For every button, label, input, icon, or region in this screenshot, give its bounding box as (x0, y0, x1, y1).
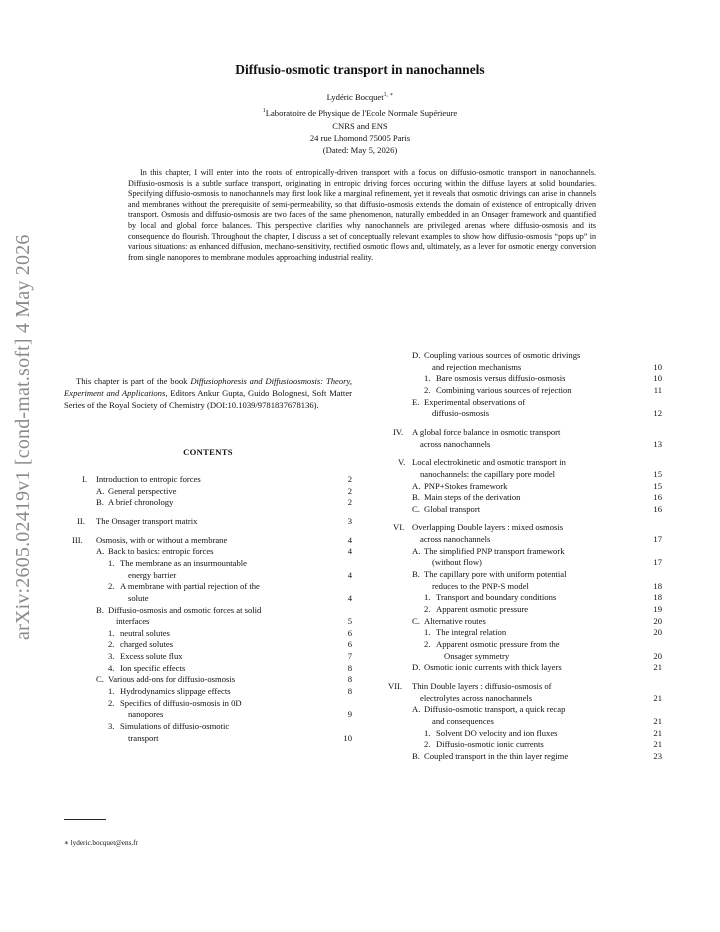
toc-entry-page: 8 (347, 674, 352, 685)
toc-entry-number: 2. (108, 581, 115, 592)
toc-entry[interactable] (382, 569, 662, 581)
toc-entry-title: Transport and boundary conditions (436, 592, 557, 603)
toc-entry[interactable] (382, 362, 662, 374)
toc-entry-title: charged solutes (120, 639, 174, 650)
toc-entry-page: 23 (653, 750, 662, 761)
toc-entry-title: Coupling various sources of osmotic drivings (424, 350, 581, 360)
toc-entry-page: 4 (347, 592, 352, 603)
toc-entry[interactable] (66, 721, 352, 733)
toc-entry-page: 7 (347, 651, 352, 662)
toc-entry-title: Solvent DO velocity and ion fluxes (436, 727, 558, 738)
toc-entry-title: Alternative routes (424, 615, 486, 626)
toc-entry-title: Onsager symmetry (444, 650, 510, 661)
toc-entry-number: 1. (424, 592, 431, 603)
toc-entry-page: 5 (347, 616, 352, 627)
toc-entry-page: 21 (653, 727, 662, 738)
toc-entry-page: 17 (653, 557, 662, 568)
toc-entry-page: 20 (653, 650, 662, 661)
toc-entry-title: neutral solutes (120, 627, 170, 638)
toc-entry-title: Hydrodynamics slippage effects (120, 686, 231, 697)
toc-entry-number: 2. (424, 739, 431, 750)
toc-entry-page: 18 (653, 580, 662, 591)
toc-entry[interactable] (382, 408, 662, 420)
toc-entry[interactable] (66, 581, 352, 593)
toc-entry-number: C. (96, 674, 104, 685)
toc-entry[interactable] (382, 557, 662, 569)
toc-entry-page: 20 (653, 615, 662, 626)
toc-entry[interactable] (382, 492, 662, 504)
toc-entry-page: 3 (347, 515, 352, 526)
toc-entry[interactable] (382, 693, 662, 705)
toc-entry-title: nanochannels: the capillary pore model (420, 468, 556, 479)
toc-entry-number: 2. (108, 697, 115, 708)
toc-entry-page: 9 (347, 709, 352, 720)
toc-entry-page: 16 (653, 503, 662, 514)
toc-entry[interactable] (382, 439, 662, 451)
toc-entry[interactable] (382, 728, 662, 740)
toc-entry[interactable] (382, 592, 662, 604)
toc-entry[interactable] (382, 581, 662, 593)
toc-entry[interactable] (66, 628, 352, 640)
toc-entry-number: I. (82, 474, 88, 484)
intro-paragraph (64, 376, 352, 411)
toc-entry[interactable] (66, 709, 352, 721)
toc-entry[interactable] (66, 616, 352, 628)
toc-entry-number: 4. (108, 662, 115, 673)
toc-entry-title: nanopores (128, 709, 164, 720)
toc-entry-title: Excess solute flux (120, 651, 183, 662)
toc-entry-number: A. (96, 546, 105, 557)
author-superscript: 1, ∗ (383, 92, 394, 99)
toc-entry[interactable] (66, 674, 352, 686)
toc-entry[interactable] (66, 733, 352, 745)
toc-entry-number: 2. (108, 639, 115, 650)
intro-tail: , Editors Ankur Gupta, Guido Bolognesi, Soft Matter Series of the Royal Society of Chemistry (DOI:10.1039/9781837678136). (64, 387, 352, 410)
toc-entry-title: A global force balance in osmotic transport (412, 426, 561, 437)
toc-entry-number: D. (412, 350, 421, 360)
toc-entry-title: Global transport (424, 503, 481, 514)
address: 24 rue Lhomond 75005 Paris (309, 133, 411, 143)
toc-entry-title: A brief chronology (108, 497, 174, 508)
toc-entry-title: interfaces (116, 616, 150, 627)
toc-entry-page: 21 (653, 715, 662, 726)
toc-entry-page: 4 (347, 534, 352, 545)
toc-entry-page: 2 (347, 497, 352, 508)
toc-entry-number: VI. (393, 522, 405, 533)
toc-entry-number: 1. (108, 686, 115, 697)
toc-entry-page: 21 (653, 739, 662, 750)
toc-entry-number: 1. (424, 727, 431, 738)
toc-entry-title: The membrane as an insurmountable (120, 557, 247, 568)
toc-entry[interactable] (66, 516, 352, 528)
toc-entry[interactable] (382, 457, 662, 469)
toc-entry-page: 17 (653, 534, 662, 545)
toc-entry-title: Coupled transport in the thin layer regime (424, 750, 569, 761)
toc-entry-title: Experimental observations of (424, 396, 526, 407)
toc-entry[interactable] (66, 698, 352, 710)
toc-entry[interactable] (382, 350, 662, 362)
toc-entry-number: V. (398, 457, 406, 468)
toc-entry-title: Various add-ons for diffusio-osmosis (108, 674, 236, 685)
author-name: Lydéric Bocquet (326, 92, 384, 102)
toc-entry-number: 3. (108, 721, 115, 731)
toc-entry-title: Local electrokinetic and osmotic transport in (412, 457, 566, 468)
toc-entry-page: 8 (347, 686, 352, 697)
toc-entry-title: energy barrier (128, 569, 177, 580)
toc-entry-page: 19 (653, 604, 662, 614)
toc-entry-title: and rejection mechanisms (432, 361, 522, 372)
toc-entry-title: PNP+Stokes framework (424, 480, 508, 491)
toc-entry[interactable] (382, 427, 662, 439)
toc-entry-number: A. (412, 480, 421, 491)
toc-entry[interactable] (66, 605, 352, 617)
toc-entry[interactable] (382, 534, 662, 546)
toc-entry-number: C. (412, 615, 420, 626)
toc-entry-title: across nanochannels (420, 438, 491, 449)
toc-entry-title: Apparent osmotic pressure from the (436, 638, 560, 649)
toc-entry-number: 1. (424, 373, 431, 384)
affiliation-line (0, 108, 720, 118)
toc-entry[interactable] (66, 663, 352, 675)
toc-entry[interactable] (66, 686, 352, 698)
toc-entry[interactable] (382, 751, 662, 763)
author-line (0, 92, 720, 102)
toc-entry-number: A. (412, 545, 421, 556)
footnote: ∗ lyderic.bocquet@ens.fr (64, 839, 138, 847)
toc-entry[interactable] (66, 535, 352, 547)
toc-entry-number: D. (412, 662, 421, 673)
toc-entry-title: reduces to the PNP-S model (432, 580, 529, 591)
toc-entry[interactable] (382, 704, 662, 716)
toc-entry[interactable] (382, 651, 662, 663)
toc-entry[interactable] (382, 681, 662, 693)
intro-lead: This chapter is part of the book (76, 376, 191, 386)
toc-entry-page: 15 (653, 468, 662, 479)
abstract: In this chapter, I will enter into the roots of entropically-driven transport with a focus on diffusio-osmotic transport in nanochannels. Diffusio-osmosis is a subtle surface transport, originating in entropic driving forces occuring within the diffuse layers at solid boundaries. Specifying diffusio-osmosis to nanochannels may first look like a marginal refinement, yet it reveals that osmotic drivings can arise in channels and membranes without the prerequisite of semi-permeability, so that diffusio-osmosis extends the domain of existence of entropically driven transport. Osmosis and diffusio-osmosis are two faces of the same phenomenon, naturally embedded in an Onsager framework and quantified by local and global force balances. This perspective clarifies why nanochannels are privileged arenas where diffusio-osmosis and its consequence do flourish. Throughout the chapter, I discuss a set of conceptually relevant examples to show how diffusio-osmosis “pops up” in various situations: as enhanced diffusion, mechano-sensitivity, rectified osmotic flows and, ultimately, as a lever for osmotic energy conversion from single nanopores to membrane modules approaching industrial reality. (128, 168, 596, 262)
toc-entry-title: Main steps of the derivation (424, 492, 521, 503)
toc-entry[interactable] (382, 627, 662, 639)
toc-entry[interactable] (382, 469, 662, 481)
toc-entry[interactable] (66, 593, 352, 605)
toc-entry-page: 16 (653, 492, 662, 503)
toc-entry-number: 2. (424, 384, 431, 395)
toc-entry-title: Diffusio-osmotic ionic currents (436, 739, 544, 750)
toc-entry-page: 20 (653, 627, 662, 638)
toc-entry-title: A membrane with partial rejection of the (120, 581, 260, 592)
toc-entry[interactable] (382, 481, 662, 493)
toc-entry-number: B. (412, 750, 420, 761)
toc-entry[interactable] (66, 651, 352, 663)
toc-entry-number: E. (412, 396, 420, 407)
footnote-rule (64, 819, 106, 820)
toc-entry-number: IV. (393, 426, 404, 437)
toc-entry-title: Thin Double layers : diffusio-osmosis of (412, 680, 552, 691)
toc-entry-title: Bare osmosis versus diffusio-osmosis (436, 373, 566, 384)
toc-entry-number: 1. (108, 557, 115, 568)
toc-entry-title: solute (128, 592, 149, 603)
arxiv-identifier: arXiv:2605.02419v1 [cond-mat.soft] 4 May 2026 (12, 234, 34, 640)
toc-entry[interactable] (66, 558, 352, 570)
toc-entry[interactable] (66, 497, 352, 509)
toc-entry-title: transport (128, 732, 159, 743)
institution: CNRS and ENS (332, 121, 388, 131)
toc-entry-number: A. (96, 485, 105, 496)
toc-entry-number: B. (412, 492, 420, 503)
toc-entry-title: and consequences (432, 715, 494, 726)
toc-entry-page: 18 (653, 592, 662, 603)
toc-entry-title: Diffusio-osmosis and osmotic forces at solid (108, 604, 262, 615)
toc-entry-number: 2. (424, 604, 431, 614)
toc-entry-page: 10 (343, 732, 352, 743)
toc-entry-title: across nanochannels (420, 534, 491, 545)
toc-entry[interactable] (382, 604, 662, 616)
toc-entry-number: 1. (108, 627, 115, 638)
toc-entry-number: VII. (388, 680, 403, 691)
toc-entry-title: Ion specific effects (120, 662, 186, 673)
toc-entry[interactable] (382, 504, 662, 516)
toc-entry[interactable] (382, 739, 662, 751)
book-title: Diffusiophoresis and Diffusioosmosis: Theory, Experiment and Applications (64, 376, 352, 398)
toc-entry-page: 10 (653, 373, 662, 384)
toc-entry-number: III. (72, 534, 83, 545)
toc-entry[interactable] (382, 385, 662, 397)
toc-entry-title: Diffusio-osmotic transport, a quick recap (424, 704, 566, 715)
toc-entry-number: 2. (424, 638, 431, 649)
toc-entry-title: electrolytes across nanochannels (420, 692, 533, 703)
paper-title: Diffusio-osmotic transport in nanochannels (235, 62, 485, 77)
toc-entry[interactable] (382, 397, 662, 409)
toc-entry[interactable] (382, 616, 662, 628)
toc-entry-title: Introduction to entropic forces (96, 474, 201, 484)
toc-entry-number: B. (96, 497, 104, 508)
toc-entry-page: 21 (653, 662, 662, 673)
toc-entry-title: General perspective (108, 485, 177, 496)
toc-entry-page: 6 (347, 627, 352, 638)
toc-entry-number: B. (96, 604, 104, 615)
toc-entry[interactable] (66, 546, 352, 558)
toc-entry-page: 2 (347, 485, 352, 496)
toc-entry[interactable] (66, 474, 352, 486)
toc-entry[interactable] (382, 546, 662, 558)
toc-entry-page: 10 (653, 361, 662, 372)
toc-entry[interactable] (382, 522, 662, 534)
toc-entry-page: 15 (653, 480, 662, 491)
toc-entry[interactable] (382, 373, 662, 385)
toc-entry-page: 13 (653, 438, 662, 449)
toc-entry[interactable] (66, 570, 352, 582)
toc-entry-number: A. (412, 704, 421, 715)
toc-entry-number: B. (412, 569, 420, 580)
date-line: (Dated: May 5, 2026) (322, 145, 398, 155)
toc-entry-title: Simulations of diffusio-osmotic (120, 721, 230, 731)
toc-entry-title: diffusio-osmosis (432, 408, 490, 419)
toc-entry-page: 11 (653, 384, 662, 395)
affiliation-superscript: 1 (262, 108, 266, 115)
toc-entry-title: (without flow) (432, 557, 482, 568)
toc-entry-title: Combining various sources of rejection (436, 384, 572, 395)
toc-entry-number: II. (77, 515, 85, 526)
toc-entry-title: Specifics of diffusio-osmosis in 0D (120, 697, 242, 708)
toc-entry-title: Osmosis, with or without a membrane (96, 534, 228, 545)
toc-entry-title: The integral relation (436, 627, 507, 638)
toc-entry[interactable] (66, 486, 352, 498)
toc-entry-number: 3. (108, 651, 115, 662)
toc-entry-title: Back to basics: entropic forces (108, 546, 214, 557)
toc-entry[interactable] (382, 716, 662, 728)
toc-entry[interactable] (382, 662, 662, 674)
toc-entry-page: 12 (653, 408, 662, 419)
toc-entry-title: The simplified PNP transport framework (424, 545, 565, 556)
toc-entry-title: Overlapping Double layers : mixed osmosis (412, 522, 564, 533)
toc-entry-page: 8 (347, 662, 352, 673)
toc-entry-page: 4 (347, 569, 352, 580)
toc-entry-number: C. (412, 503, 420, 514)
toc-entry[interactable] (66, 639, 352, 651)
toc-entry-title: Osmotic ionic currents with thick layers (424, 662, 562, 673)
toc-entry-title: The Onsager transport matrix (96, 515, 198, 526)
contents-heading: CONTENTS (183, 447, 233, 457)
toc-entry-page: 4 (347, 546, 352, 557)
toc-entry-page: 6 (347, 639, 352, 650)
toc-entry[interactable] (382, 639, 662, 651)
toc-entry-page: 2 (347, 474, 352, 484)
affiliation: Laboratoire de Physique de l'Ecole Normale Supérieure (265, 108, 458, 118)
toc-entry-page: 21 (653, 692, 662, 703)
toc-entry-title: The capillary pore with uniform potential (424, 569, 567, 580)
toc-entry-number: 1. (424, 627, 431, 638)
toc-entry-title: Apparent osmotic pressure (436, 604, 529, 614)
